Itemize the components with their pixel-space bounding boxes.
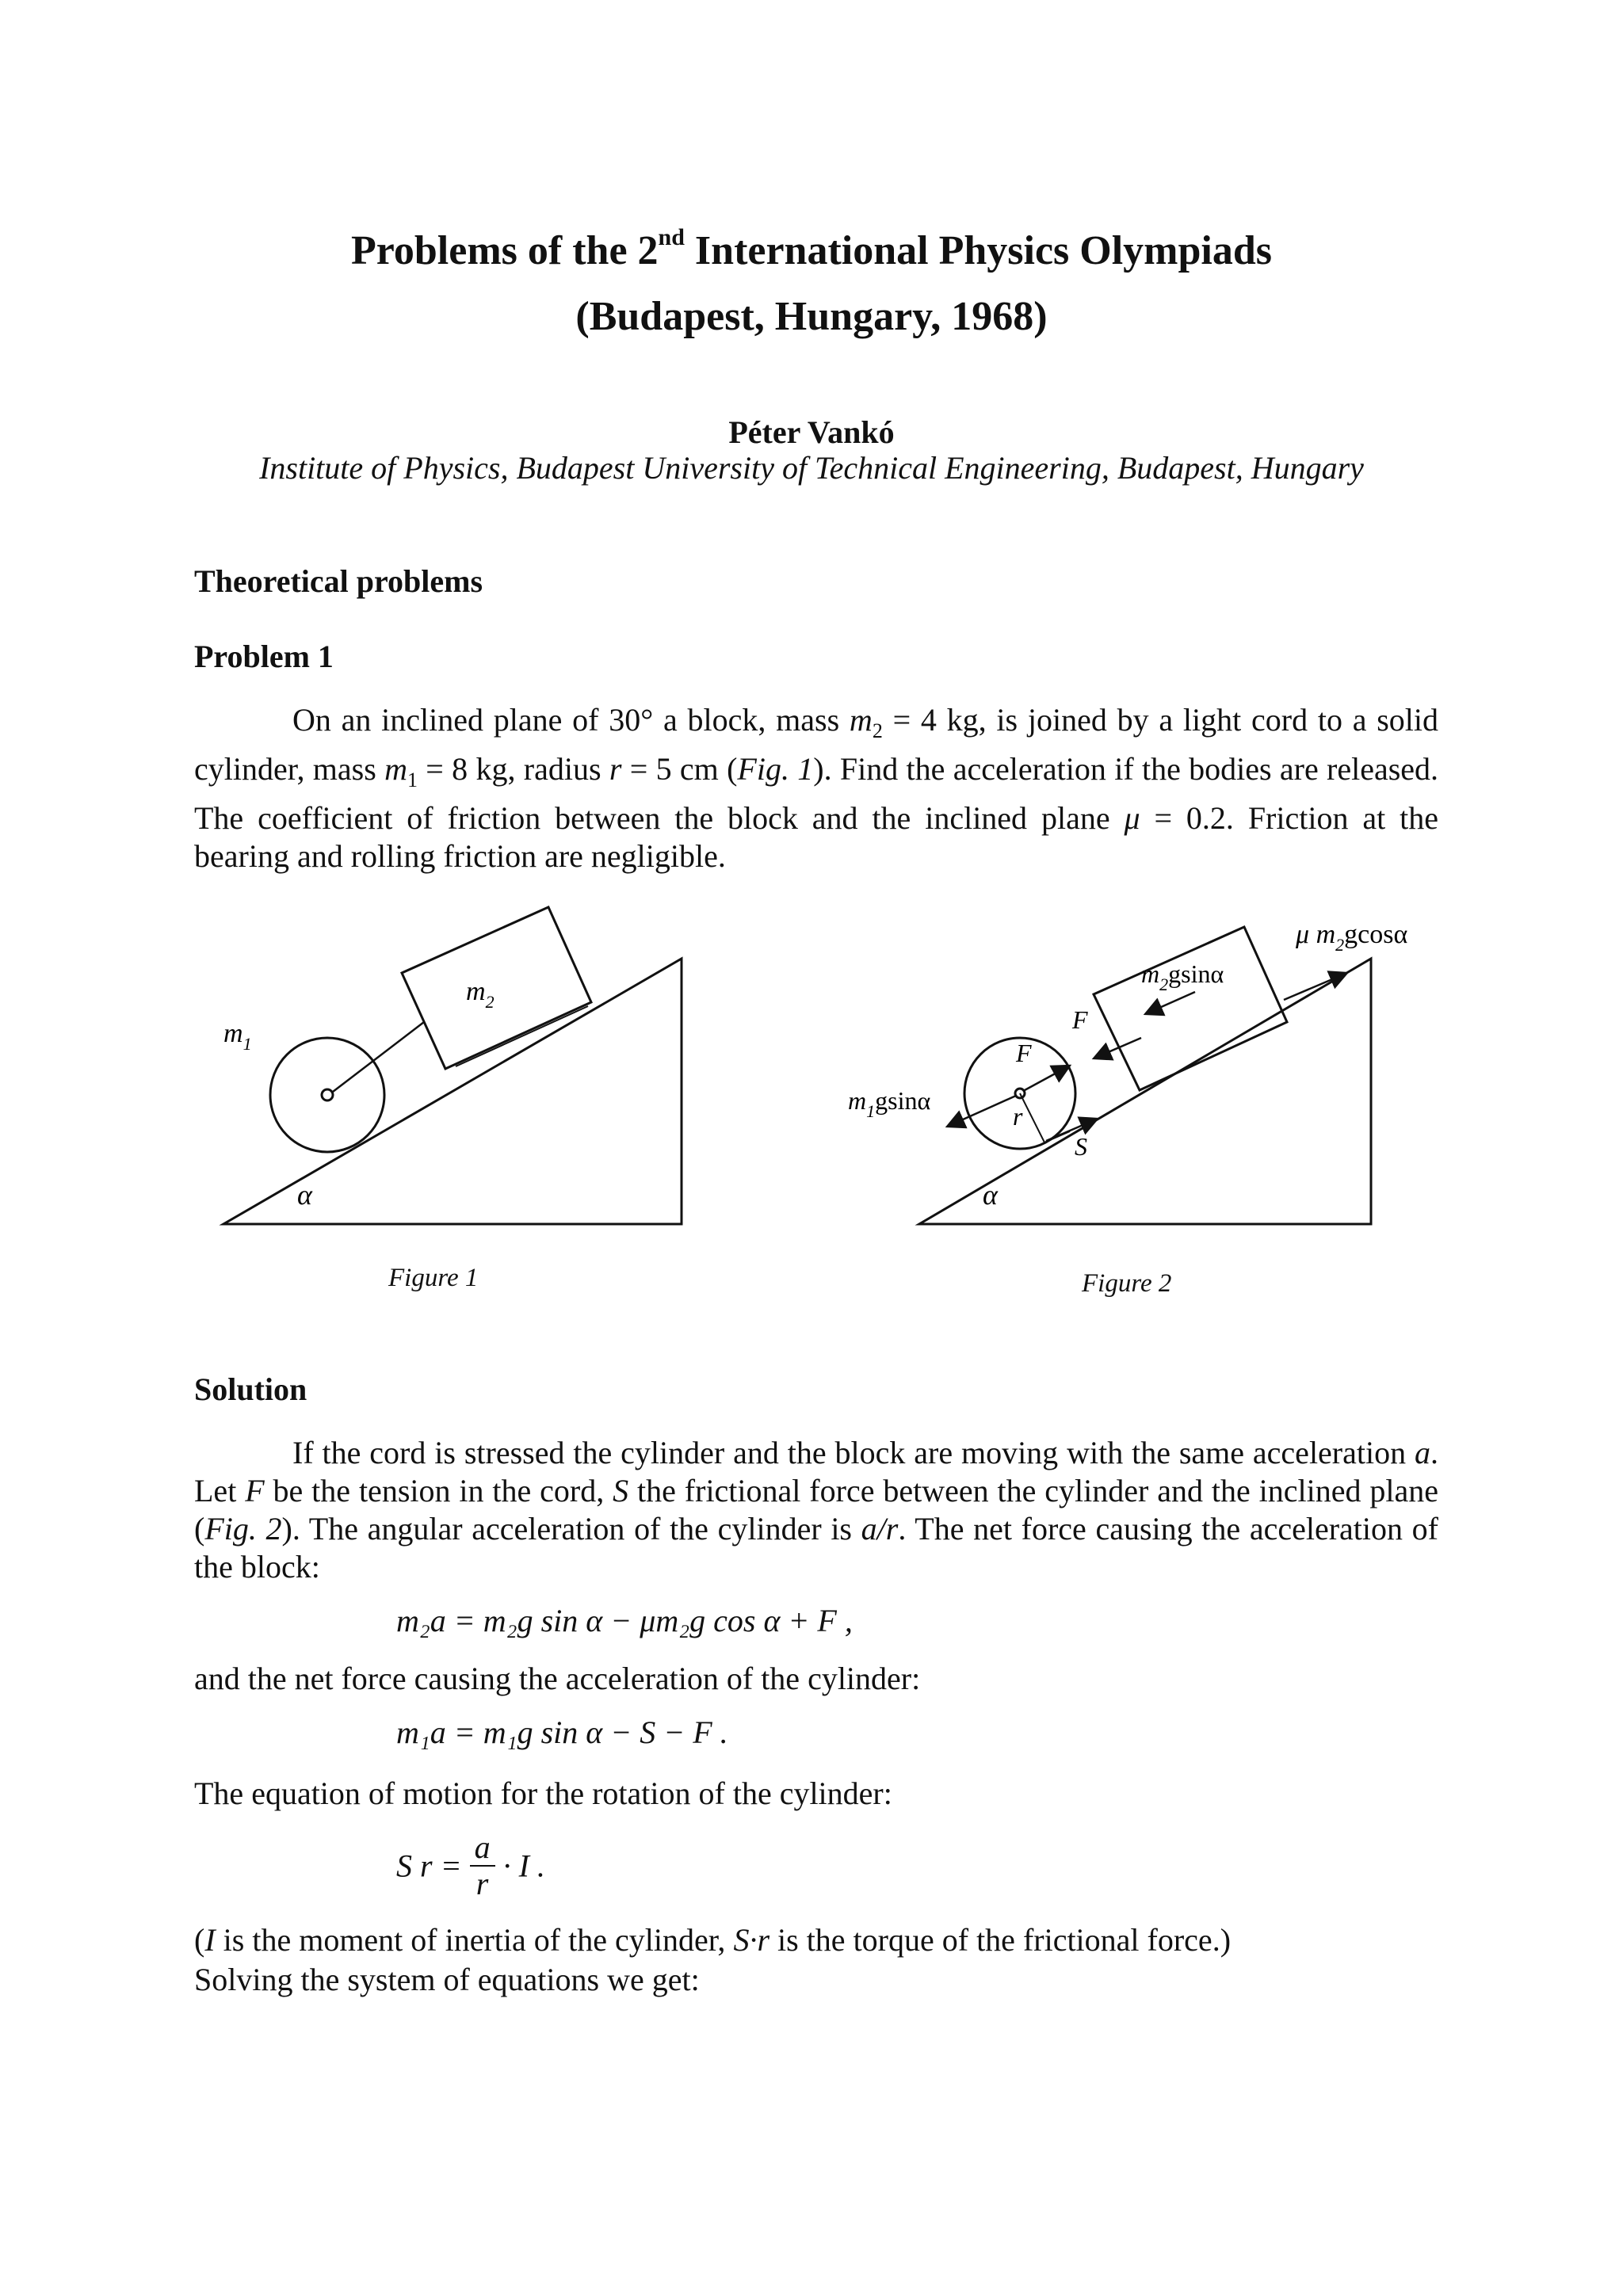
eq3-numerator: a <box>470 1830 495 1867</box>
arrow-F-on-cylinder <box>1025 1066 1070 1090</box>
block-m2 <box>402 907 591 1069</box>
var-a: a <box>1415 1435 1430 1470</box>
eq3-denominator: r <box>475 1866 489 1901</box>
figure-2-diagram <box>840 911 1466 1244</box>
solution-paragraph-1 <box>194 1434 1438 1586</box>
title-text: Problems of the 2 <box>350 228 659 273</box>
problem-text: = 0.2. Friction at the bearing and rolling friction are negligible. <box>194 800 1439 874</box>
solution-text: . The net force causing the acceleration of the block: <box>194 1511 1438 1585</box>
figure-1-diagram <box>214 887 721 1244</box>
figure-2-caption: Figure 2 <box>1082 1269 1172 1298</box>
var-S: S <box>613 1473 629 1508</box>
figure-1-caption: Figure 1 <box>388 1264 479 1292</box>
equation-3 <box>396 1830 545 1901</box>
label-F-block: F <box>1072 1005 1088 1034</box>
page-title-line-1 <box>0 223 1623 274</box>
solution-text: the frictional force between the cylinder and the inclined plane ( <box>194 1473 1438 1547</box>
label-m1: $m_1$ <box>223 1019 252 1054</box>
problem-text: ). Find the acceleration if the bodies are released. The coefficient of friction between the block and the inclined plane <box>194 751 1439 836</box>
author-name: Péter Vankó <box>728 414 895 450</box>
radius-line <box>1020 1093 1070 1142</box>
solution-text: is the moment of inertia of the cylinder, <box>215 1922 734 1958</box>
title-text-tail: International Physics Olympiads <box>684 228 1273 273</box>
var-m2: m <box>849 702 873 738</box>
arrow-m1gsin <box>947 1096 1016 1127</box>
solution-text: If the cord is stressed the cylinder and the block are moving with the same acceleration <box>292 1435 1415 1470</box>
problem-text: = 4 kg, is joined by a light cord to a solid cylinder, mass <box>194 702 1439 787</box>
label-m2gsin: $m_2gsin\alpha$ <box>1141 959 1224 994</box>
solution-heading: Solution <box>194 1371 307 1407</box>
problem-statement <box>194 701 1438 875</box>
arrow-F-on-block <box>1094 1038 1141 1058</box>
var-a-over-r: a/r <box>861 1511 899 1547</box>
var-r: r <box>609 751 622 787</box>
var-m1: m <box>384 751 407 787</box>
solution-text-3: The equation of motion for the rotation of the cylinder: <box>194 1775 892 1811</box>
section-heading: Theoretical problems <box>194 563 483 599</box>
label-S: S <box>1075 1132 1087 1161</box>
cord-line <box>333 1022 424 1092</box>
cylinder-axle <box>322 1089 333 1100</box>
arrow-friction-block <box>1284 973 1347 1000</box>
var-I: I <box>204 1922 216 1958</box>
eq3-fraction <box>470 1830 495 1901</box>
block-surface-line <box>456 1006 588 1066</box>
solution-text-5: Solving the system of equations we get: <box>194 1962 700 1997</box>
problem-text: On an inclined plane of 30° a block, mass <box>292 702 850 738</box>
figure-reference: Fig. 2 <box>204 1511 282 1547</box>
problem-text: = 8 kg, radius <box>417 751 609 787</box>
label-m2: $m_2$ <box>466 977 495 1012</box>
page-title-line-2: (Budapest, Hungary, 1968) <box>575 294 1048 339</box>
var-mu: μ <box>1124 800 1140 836</box>
eq3-rhs: · I . <box>502 1848 545 1884</box>
label-mu-m2gcos: μ $m_2gcos\alpha$ <box>1296 920 1408 955</box>
solution-text: be the tension in the cord, <box>264 1473 613 1508</box>
var-S-r: S·r <box>733 1922 770 1958</box>
incline-triangle <box>223 959 682 1224</box>
label-alpha: α <box>983 1179 998 1211</box>
label-m1gsin: $m_1gsin\alpha$ <box>848 1086 931 1121</box>
var-m1-sub: 1 <box>407 769 418 791</box>
arrow-m2gsin <box>1145 992 1195 1014</box>
problem-text: = 5 cm ( <box>621 751 738 787</box>
solution-paragraph-4 <box>194 1921 1438 1959</box>
solution-text: ). The angular acceleration of the cylinder is <box>281 1511 861 1547</box>
figure-reference: Fig. 1 <box>737 751 814 787</box>
block-m2 <box>1094 927 1287 1090</box>
label-alpha: α <box>297 1179 312 1211</box>
equation-2: m₁a = m₁g sin α − S − F . <box>396 1714 728 1750</box>
equation-1: m₂a = m₂g sin α − μm₂g cos α + F , <box>396 1603 853 1638</box>
title-superscript: nd <box>658 223 685 250</box>
problem-heading: Problem 1 <box>194 639 334 674</box>
label-r: r <box>1013 1102 1023 1131</box>
solution-text: . Let <box>194 1435 1438 1508</box>
label-F-cylinder: F <box>1016 1039 1032 1067</box>
solution-text: ( <box>194 1922 205 1958</box>
var-F: F <box>245 1473 265 1508</box>
solution-text: is the torque of the frictional force.) <box>769 1922 1232 1958</box>
var-m2-sub: 2 <box>872 719 883 742</box>
author-affiliation: Institute of Physics, Budapest University of Technical Engineering, Budapest, Hungary <box>259 450 1364 486</box>
solution-text-2: and the net force causing the acceleration of the cylinder: <box>194 1661 921 1696</box>
eq3-lhs: S r = <box>396 1848 462 1884</box>
